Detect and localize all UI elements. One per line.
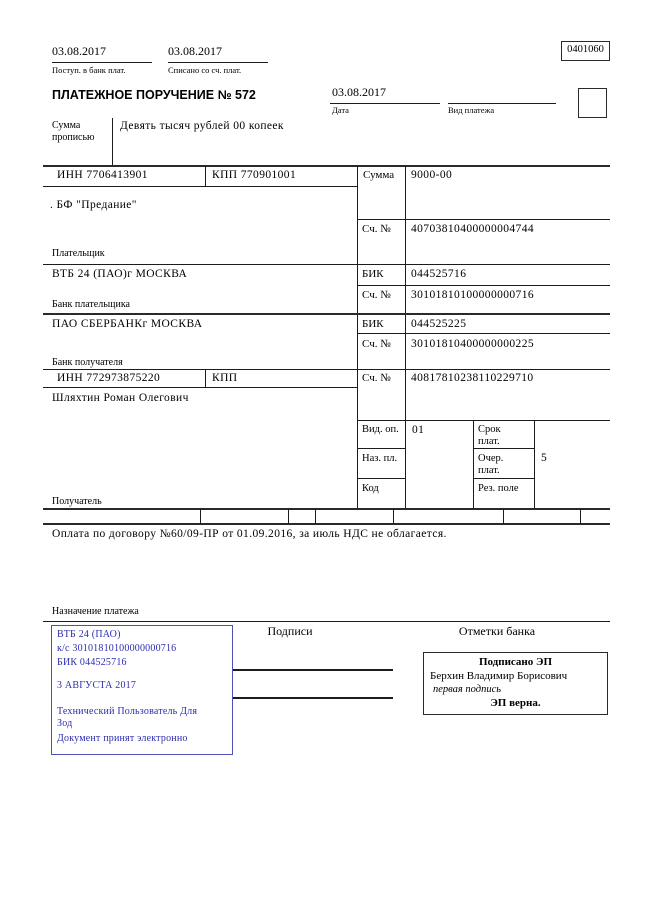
amount-words-divider: [112, 118, 113, 166]
received-in-bank-label: Поступ. в банк плат.: [52, 65, 126, 75]
signature-line-1: [233, 669, 393, 671]
vid-op-label: Вид. оп.: [362, 424, 399, 435]
payee-block-bottom-border: [43, 508, 610, 510]
label-column-border: [357, 166, 358, 509]
payee-account: 40817810238110229710: [411, 372, 534, 384]
payer-kpp: КПП 770901001: [212, 169, 297, 181]
stamp-bik: БИК 044525716: [57, 657, 127, 668]
payee-inn-row-bottom-border: [43, 387, 357, 388]
purpose-label: Назначение платежа: [52, 606, 139, 617]
payee-bank-account: 30101810400000000225: [411, 338, 534, 350]
vid-op-cell-border: [357, 448, 405, 449]
kod-label: Код: [362, 483, 379, 494]
payment-type-box: [578, 88, 607, 118]
date-label: Дата: [332, 105, 349, 115]
payee-bank-label: Банк получателя: [52, 357, 123, 368]
inn-row-bottom-border: [43, 186, 357, 187]
payer-inn: ИНН 7706413901: [57, 169, 148, 181]
sum-label: Сумма: [363, 169, 395, 181]
payee-inn: ИНН 772973875220: [57, 372, 161, 384]
debited-label: Списано со сч. плат.: [168, 65, 242, 75]
payee-name: Шляхтин Роман Олегович: [52, 392, 189, 404]
received-in-bank-date: 03.08.2017: [52, 44, 106, 58]
payee-account-label: Сч. №: [362, 372, 391, 384]
amount-words-label: Сумма прописью: [52, 120, 95, 143]
stamp-user: Технический Пользователь Для Зод: [57, 706, 198, 729]
ep-first-signature-label: первая подпись: [433, 684, 502, 695]
payee-bank-bik: 044525225: [411, 318, 467, 330]
vid-op-value: 01: [412, 424, 425, 436]
purpose-text: Оплата по договору №60/09-ПР от 01.09.2016, за июль НДС не облагается.: [52, 528, 447, 540]
inn-kpp-divider: [205, 166, 206, 186]
date-underline: [330, 103, 440, 104]
stamp-corr-account: к/с 30101810100000000716: [57, 643, 177, 654]
payer-bank-bik-divider: [357, 285, 610, 286]
payment-type-underline: [448, 103, 556, 104]
ep-signer-name: Берхин Владимир Борисович: [430, 670, 568, 682]
payer-bank-name: ВТБ 24 (ПАО)г МОСКВА: [52, 268, 188, 280]
payee-label: Получатель: [52, 496, 102, 507]
sum-value: 9000-00: [411, 169, 453, 181]
ep-verified-label: ЭП верна.: [490, 697, 541, 709]
stamp-date: 3 АВГУСТА 2017: [57, 680, 137, 691]
payee-bank-bottom-border: [43, 369, 610, 370]
signature-line-2: [233, 697, 393, 699]
rez-pole-label: Рез. поле: [478, 483, 519, 494]
operations-col-divider-1: [473, 420, 474, 509]
payee-bank-bik-divider: [357, 333, 610, 334]
payer-row-bottom-border: [43, 264, 610, 265]
tax-row-divider-1: [200, 509, 201, 524]
form-code: 0401060: [567, 44, 604, 55]
signatures-heading: Подписи: [267, 624, 313, 638]
payer-account: 40703810400000004744: [411, 223, 534, 235]
payer-bank-bottom-border: [43, 313, 610, 315]
debited-date: 03.08.2017: [168, 44, 222, 58]
tax-row-divider-5: [503, 509, 504, 524]
payee-bank-name: ПАО СБЕРБАНКг МОСКВА: [52, 318, 203, 330]
ep-signed-title: Подписано ЭП: [478, 656, 553, 668]
ocher-plat-value: 5: [541, 452, 548, 464]
form-code-box: [561, 41, 610, 61]
document-title: ПЛАТЕЖНОЕ ПОРУЧЕНИЕ № 572: [52, 88, 256, 102]
operations-col-divider-2: [534, 420, 535, 509]
amount-words-value: Девять тысяч рублей 00 копеек: [120, 120, 284, 132]
payer-account-label: Сч. №: [362, 223, 391, 235]
tax-row-divider-4: [393, 509, 394, 524]
payer-bank-account-label: Сч. №: [362, 289, 391, 301]
debited-date-underline: [168, 62, 268, 63]
payment-type-label: Вид платежа: [448, 105, 495, 115]
payer-bank-bik-label: БИК: [362, 268, 384, 280]
naz-pl-label: Наз. пл.: [362, 453, 398, 464]
operations-block-top-border: [357, 420, 610, 421]
tax-row-divider-6: [580, 509, 581, 524]
table-top-border: [43, 165, 610, 167]
payee-bank-account-label: Сч. №: [362, 338, 391, 350]
payee-bank-bik-label: БИК: [362, 318, 384, 330]
ocher-plat-label: Очер. плат.: [478, 453, 504, 477]
stamp-accepted-note: Документ принят электронно: [57, 733, 188, 744]
payer-name: . БФ "Предание": [50, 199, 137, 211]
tax-row-divider-3: [315, 509, 316, 524]
payer-bank-account: 30101810100000000716: [411, 289, 534, 301]
payer-label: Плательщик: [52, 248, 105, 259]
naz-cell-border: [357, 478, 405, 479]
srok-plat-label: Срок плат.: [478, 424, 501, 448]
payer-bank-bik: 044525716: [411, 268, 467, 280]
stamp-bank-name: ВТБ 24 (ПАО): [57, 629, 121, 640]
document-date: 03.08.2017: [332, 85, 386, 99]
sum-row-bottom-border: [357, 219, 610, 220]
payee-kpp-label: КПП: [212, 372, 238, 384]
bank-marks-heading: Отметки банка: [458, 624, 536, 638]
received-date-underline: [52, 62, 152, 63]
purpose-underline: [43, 621, 610, 622]
payer-bank-label: Банк плательщика: [52, 299, 130, 310]
value-column-border: [405, 166, 406, 509]
tax-row-bottom-border: [43, 523, 610, 525]
ocher-cell-border: [473, 478, 534, 479]
srok-cell-border: [473, 448, 534, 449]
payee-inn-kpp-divider: [205, 369, 206, 387]
tax-row-divider-2: [288, 509, 289, 524]
